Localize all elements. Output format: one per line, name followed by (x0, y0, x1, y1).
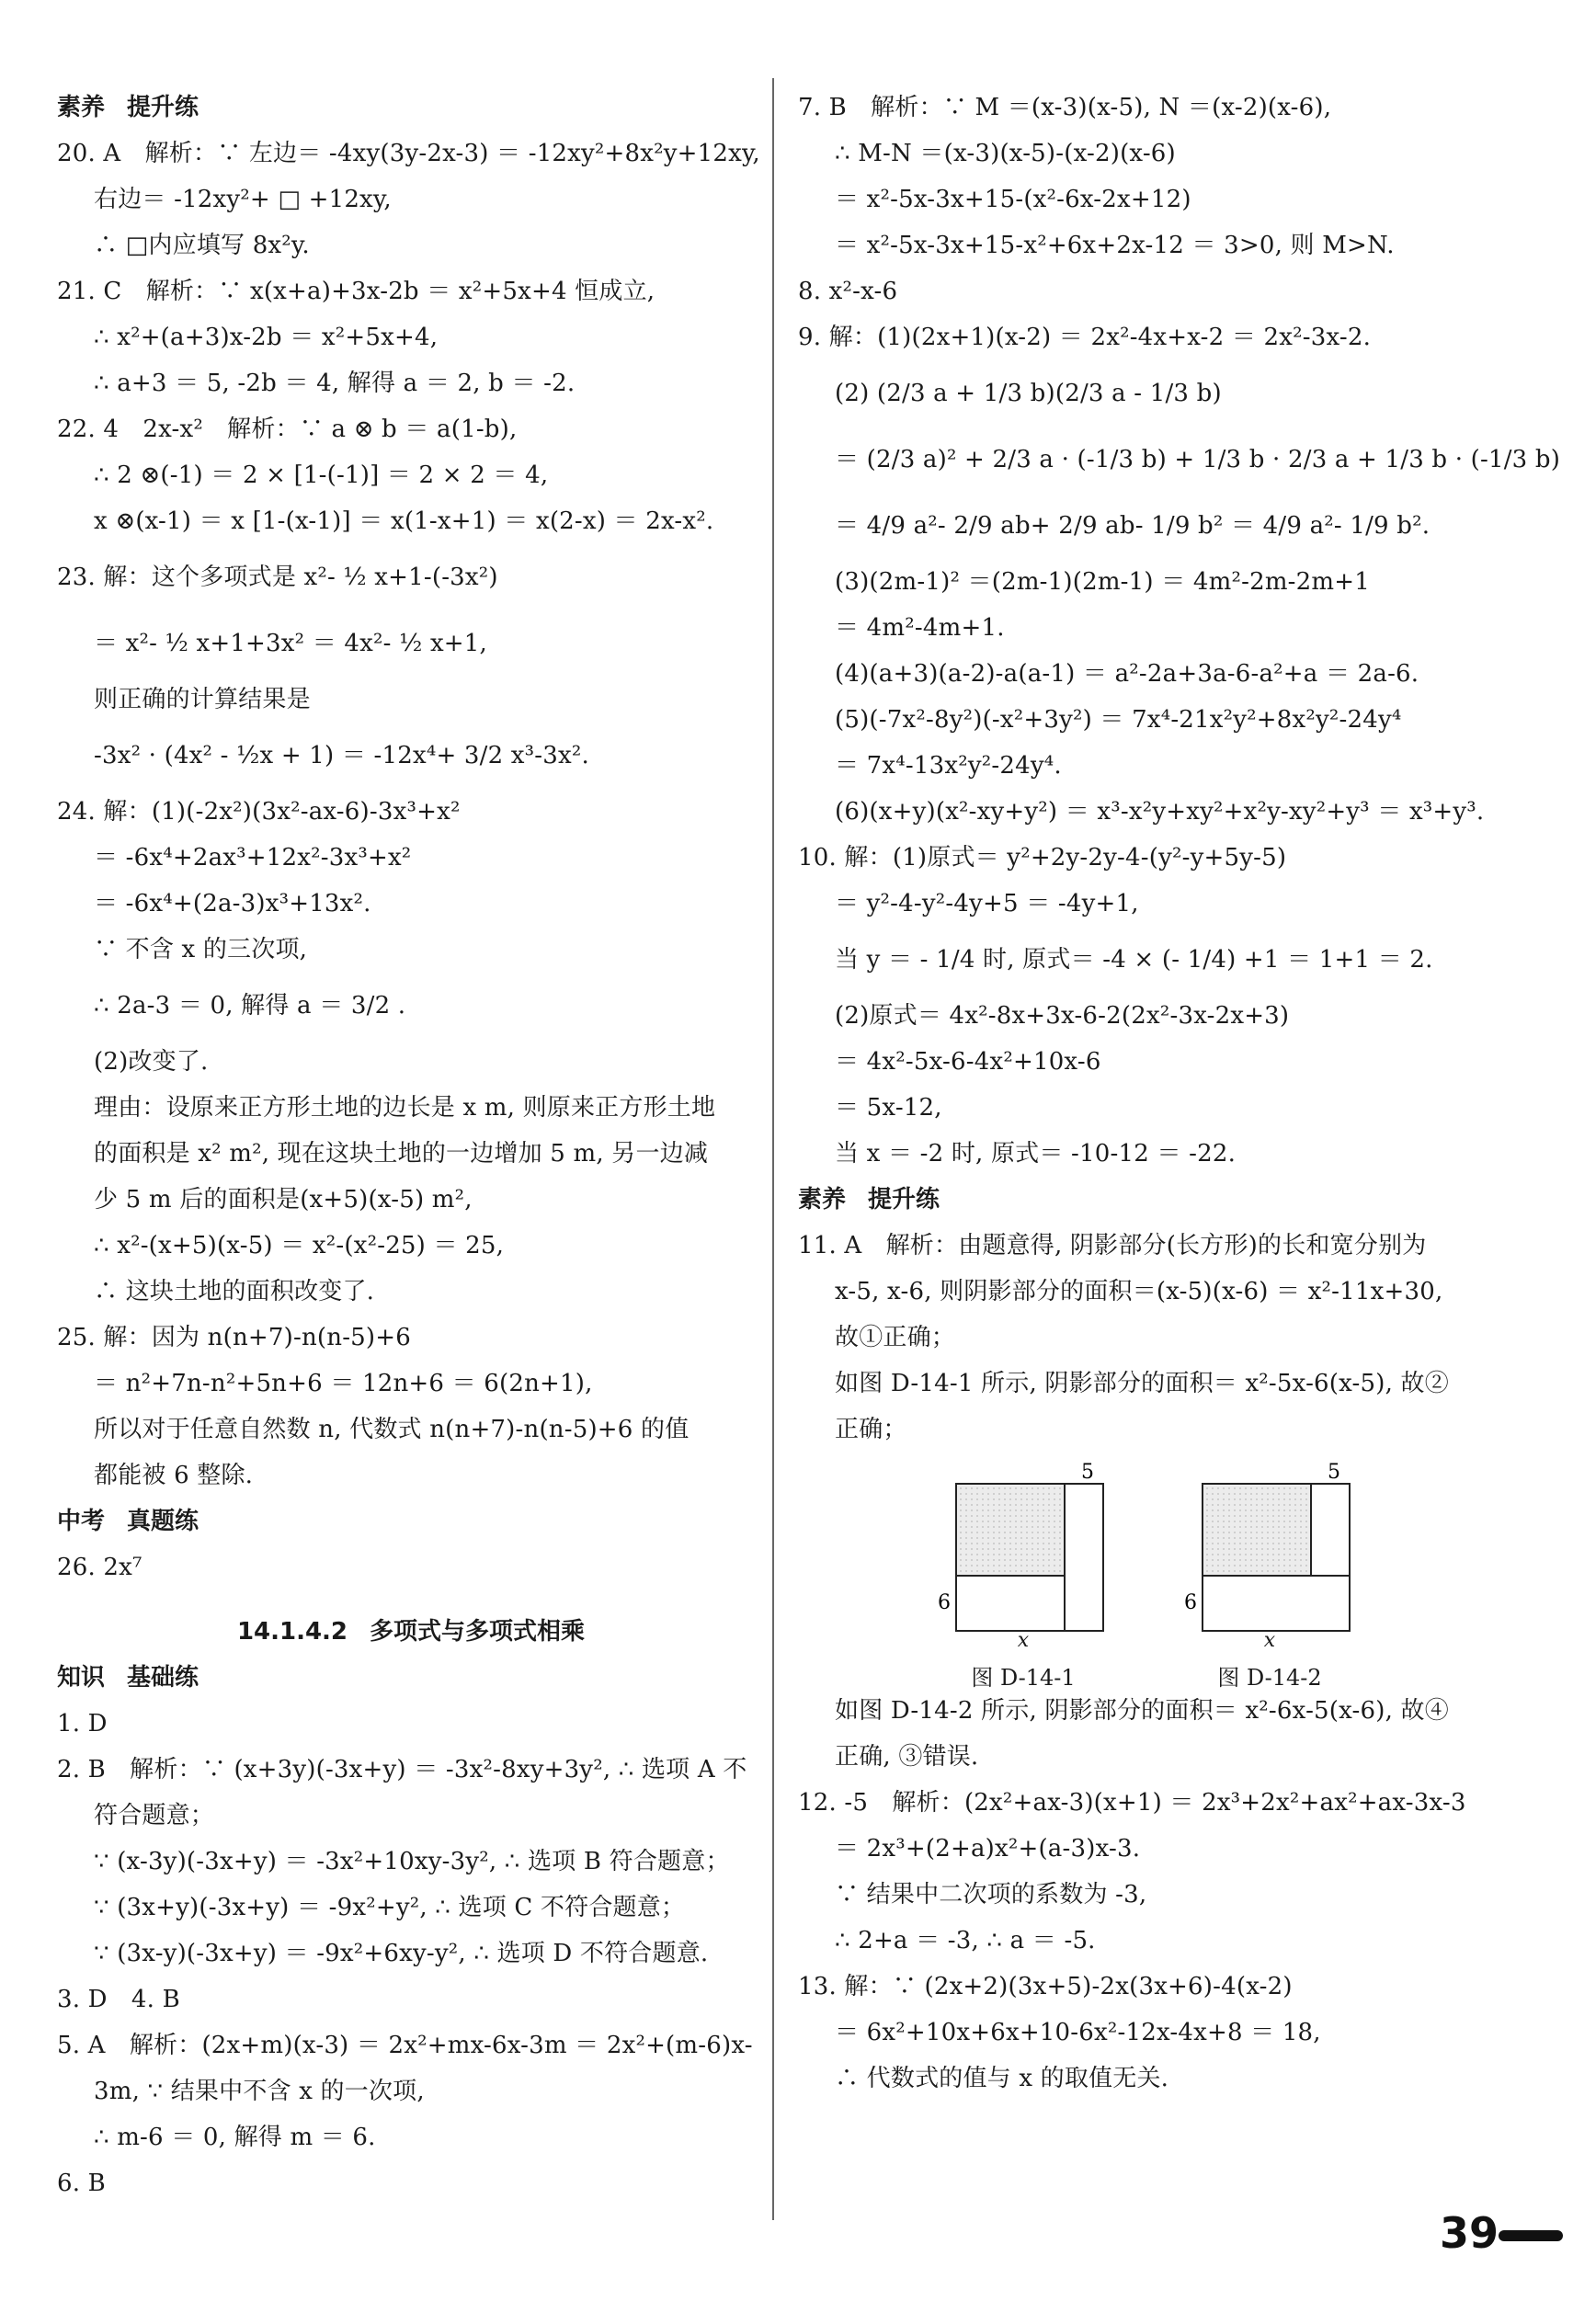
answer-line: ∵ (3x-y)(-3x+y) ＝ -9x²+6xy-y², ∴ 选项 D 不符合题意. (94, 1940, 709, 1967)
answer-line: 24. 解：(1)(-2x²)(3x²-ax-6)-3x³+x² (57, 798, 461, 826)
figures (798, 1458, 1524, 1691)
page-number-bar (1499, 2230, 1563, 2241)
answer-line: 8. x²-x-6 (798, 278, 898, 305)
answer-line: 符合题意； (94, 1802, 215, 1829)
answer-line: 当 y ＝ - 1/4 时, 原式＝ -4 × (- 1/4) +1 ＝ 1+1 ＝ 2. (835, 946, 1433, 974)
figure-d-14-1-diagram (936, 1458, 1111, 1633)
answer-line: 故①正确； (835, 1324, 956, 1351)
label-six: 6 (938, 1591, 951, 1614)
answer-line: ＝ -6x⁴+2ax³+12x²-3x³+x² (94, 844, 412, 872)
answer-line: ＝ x²-5x-3x+15-(x²-6x-2x+12) (835, 186, 1191, 213)
figure-d-14-2-diagram (1182, 1458, 1357, 1633)
shaded-region (1203, 1484, 1311, 1576)
answer-line: ∵ (3x+y)(-3x+y) ＝ -9x²+y², ∴ 选项 C 不符合题意； (94, 1894, 686, 1921)
answer-line: ＝ n²+7n-n²+5n+6 ＝ 12n+6 ＝ 6(2n+1), (94, 1370, 593, 1397)
answer-line: x ⊗(x-1) ＝ x [1-(x-1)] ＝ x(1-x+1) ＝ x(2-x) ＝ 2x-x². (94, 507, 714, 535)
answer-line: 12. -5 解析：(2x²+ax-3)(x+1) ＝ 2x³+2x²+ax²+ax-3x-3 (798, 1789, 1466, 1817)
answer-line: (2)改变了. (94, 1048, 209, 1076)
heading-part2: 提升练 (868, 1186, 940, 1213)
answer-line: 23. 解：这个多项式是 x²- ½ x+1-(-3x²) (57, 564, 498, 591)
heading-part2: 基础练 (127, 1664, 199, 1692)
answer-line: (5)(-7x²-8y²)(-x²+3y²) ＝ 7x⁴-21x²y²+8x²y²-24y⁴ (835, 706, 1402, 734)
heading-part1: 中考 (57, 1508, 106, 1535)
answer-line: 当 x ＝ -2 时, 原式＝ -10-12 ＝ -22. (835, 1140, 1237, 1168)
figure-caption: 图 D-14-1 (971, 1665, 1076, 1691)
answer-line: ＝ 7x⁴-13x²y²-24y⁴. (835, 752, 1062, 780)
figure-d-14-2 (1182, 1458, 1357, 1692)
answer-line: 正确； (835, 1416, 907, 1443)
answer-line: ∴ x²+(a+3)x-2b ＝ x²+5x+4, (94, 324, 439, 351)
answer-line: ∴ 2 ⊗(-1) ＝ 2 × [1-(-1)] ＝ 2 × 2 ＝ 4, (94, 461, 549, 489)
answer-line: 正确, ③错误. (835, 1743, 979, 1771)
answer-line: 20. A 解析：∵ 左边＝ -4xy(3y-2x-3) ＝ -12xy²+8x²y+12xy, (57, 140, 760, 167)
answer-line: ∴ M-N ＝(x-3)(x-5)-(x-2)(x-6) (835, 140, 1176, 167)
answer-line: ∵ 结果中二次项的系数为 -3, (835, 1881, 1147, 1908)
answer-line: 如图 D-14-1 所示, 阴影部分的面积＝ x²-5x-6(x-5), 故② (835, 1370, 1449, 1397)
heading-part1: 素养 (798, 1186, 847, 1213)
answer-line: ＝ x²-5x-3x+15-x²+6x+2x-12 ＝ 3>0, 则 M>N. (835, 232, 1395, 259)
section-number: 14.1.4.2 (236, 1618, 348, 1646)
answer-line: 右边＝ -12xy²+ □ +12xy, (94, 186, 392, 213)
label-x: x (1263, 1629, 1276, 1652)
answer-line: 9. 解：(1)(2x+1)(x-2) ＝ 2x²-4x+x-2 ＝ 2x²-3x-2. (798, 324, 1372, 351)
answer-line: 25. 解：因为 n(n+7)-n(n-5)+6 (57, 1324, 411, 1351)
section-title (57, 1609, 765, 1655)
answer-line: ∴ 2a-3 ＝ 0, 解得 a ＝ 3/2 . (94, 992, 406, 1020)
answer-line: 的面积是 x² m², 现在这块土地的一边增加 5 m, 另一边减 (94, 1140, 709, 1168)
answer-line: (6)(x+y)(x²-xy+y²) ＝ x³-x²y+xy²+x²y-xy²+y³ ＝ x³+y³. (835, 798, 1485, 826)
answer-line: ∴ x²-(x+5)(x-5) ＝ x²-(x²-25) ＝ 25, (94, 1232, 505, 1259)
answer-line: (3)(2m-1)² ＝(2m-1)(2m-1) ＝ 4m²-2m-2m+1 (835, 568, 1370, 596)
answer-line: ＝ 5x-12, (835, 1094, 942, 1122)
answer-line: 1. D (57, 1710, 108, 1737)
label-five: 5 (1328, 1461, 1340, 1484)
answer-line: 所以对于任意自然数 n, 代数式 n(n+7)-n(n-5)+6 的值 (94, 1416, 690, 1443)
answer-line: 3m, ∵ 结果中不含 x 的一次项, (94, 2078, 425, 2105)
answer-line: 则正确的计算结果是 (94, 686, 311, 713)
heading-part2: 提升练 (127, 94, 199, 121)
heading-part2: 真题练 (127, 1508, 199, 1535)
answer-line: 2. B 解析：∵ (x+3y)(-3x+y) ＝ -3x²-8xy+3y², ∴ 选项 A 不 (57, 1756, 747, 1783)
answer-line: 5. A 解析：(2x+m)(x-3) ＝ 2x²+mx-6x-3m ＝ 2x²+(m-6)x- (57, 2032, 753, 2059)
answer-line: 7. B 解析：∵ M ＝(x-3)(x-5), N ＝(x-2)(x-6), (798, 94, 1332, 121)
answer-line: (2)原式＝ 4x²-8x+3x-6-2(2x²-3x-2x+3) (835, 1002, 1290, 1030)
heading-zhishi (57, 1655, 765, 1701)
answer-line: ∴ □内应填写 8x²y. (94, 232, 310, 259)
answer-line: ∴ m-6 ＝ 0, 解得 m ＝ 6. (94, 2124, 376, 2151)
answer-line: ＝ x²- ½ x+1+3x² ＝ 4x²- ½ x+1, (94, 630, 487, 657)
heading-zhongkao (57, 1498, 765, 1544)
answer-line: 理由：设原来正方形土地的边长是 x m, 则原来正方形土地 (94, 1094, 716, 1122)
answer-line: ∵ (x-3y)(-3x+y) ＝ -3x²+10xy-3y², ∴ 选项 B 符合题意； (94, 1848, 730, 1875)
answer-line: 如图 D-14-2 所示, 阴影部分的面积＝ x²-6x-5(x-6), 故④ (835, 1697, 1449, 1725)
answer-line: 都能被 6 整除. (94, 1462, 254, 1489)
answer-line: ＝ 6x²+10x+6x+10-6x²-12x-4x+8 ＝ 18, (835, 2019, 1321, 2046)
answer-line: 13. 解：∵ (2x+2)(3x+5)-2x(3x+6)-4(x-2) (798, 1973, 1293, 2000)
answer-line: 6. B (57, 2170, 106, 2197)
figure-d-14-1 (936, 1458, 1111, 1692)
figure-caption: 图 D-14-2 (1217, 1665, 1322, 1691)
answer-line: 11. A 解析：由题意得, 阴影部分(长方形)的长和宽分别为 (798, 1232, 1427, 1259)
column-divider (772, 78, 774, 2220)
answer-line: 3. D 4. B (57, 1986, 180, 2013)
answer-line: 10. 解：(1)原式＝ y²+2y-2y-4-(y²-y+5y-5) (798, 844, 1287, 872)
answer-line: ＝ 4x²-5x-6-4x²+10x-6 (835, 1048, 1101, 1076)
answer-line: ＝ y²-4-y²-4y+5 ＝ -4y+1, (835, 890, 1139, 917)
shaded-region (956, 1484, 1065, 1576)
answer-line: ＝ -6x⁴+(2a-3)x³+13x². (94, 890, 371, 917)
heading-part1: 知识 (57, 1664, 106, 1692)
answer-line: 少 5 m 后的面积是(x+5)(x-5) m², (94, 1186, 473, 1213)
answer-line: ∴ 2+a ＝ -3, ∴ a ＝ -5. (835, 1927, 1096, 1954)
answer-line: 22. 4 2x-x² 解析：∵ a ⊗ b ＝ a(1-b), (57, 416, 518, 443)
answer-line: ∴ 这块土地的面积改变了. (94, 1278, 375, 1305)
answer-line: ＝ 2x³+(2+a)x²+(a-3)x-3. (835, 1835, 1141, 1863)
answer-line: -3x² · (4x² - ½x + 1) ＝ -12x⁴+ 3/2 x³-3x². (94, 742, 589, 769)
page-number: 39 (1440, 2208, 1499, 2258)
answer-line: x-5, x-6, 则阴影部分的面积＝(x-5)(x-6) ＝ x²-11x+30, (835, 1278, 1443, 1305)
answer-line: ∴ a+3 ＝ 5, -2b ＝ 4, 解得 a ＝ 2, b ＝ -2. (94, 370, 576, 397)
answer-line: ∵ 不含 x 的三次项, (94, 936, 308, 963)
section-name: 多项式与多项式相乘 (370, 1618, 586, 1646)
label-five: 5 (1081, 1461, 1094, 1484)
answer-line: ＝ 4/9 a²- 2/9 ab+ 2/9 ab- 1/9 b² ＝ 4/9 a²- 1/9 b². (835, 512, 1431, 540)
heading-suyang-right (798, 1177, 1524, 1223)
left-column (57, 85, 765, 2206)
answer-line: ＝ 4m²-4m+1. (835, 614, 1005, 642)
answer-line: (2) (2/3 a + 1/3 b)(2/3 a - 1/3 b) (835, 380, 1222, 407)
label-x: x (1017, 1629, 1030, 1652)
answer-line: 26. 2x⁷ (57, 1554, 142, 1581)
answer-line: ＝ (2/3 a)² + 2/3 a · (-1/3 b) + 1/3 b · 2/3 a + 1/3 b · (-1/3 b) (835, 446, 1561, 473)
label-six: 6 (1184, 1591, 1197, 1614)
answer-line: ∴ 代数式的值与 x 的取值无关. (835, 2065, 1169, 2092)
answer-line: (4)(a+3)(a-2)-a(a-1) ＝ a²-2a+3a-6-a²+a ＝ 2a-6. (835, 660, 1419, 688)
right-column (798, 85, 1561, 2102)
heading-part1: 素养 (57, 94, 106, 121)
heading-suyang (57, 85, 765, 131)
answer-line: 21. C 解析：∵ x(x+a)+3x-2b ＝ x²+5x+4 恒成立, (57, 278, 655, 305)
